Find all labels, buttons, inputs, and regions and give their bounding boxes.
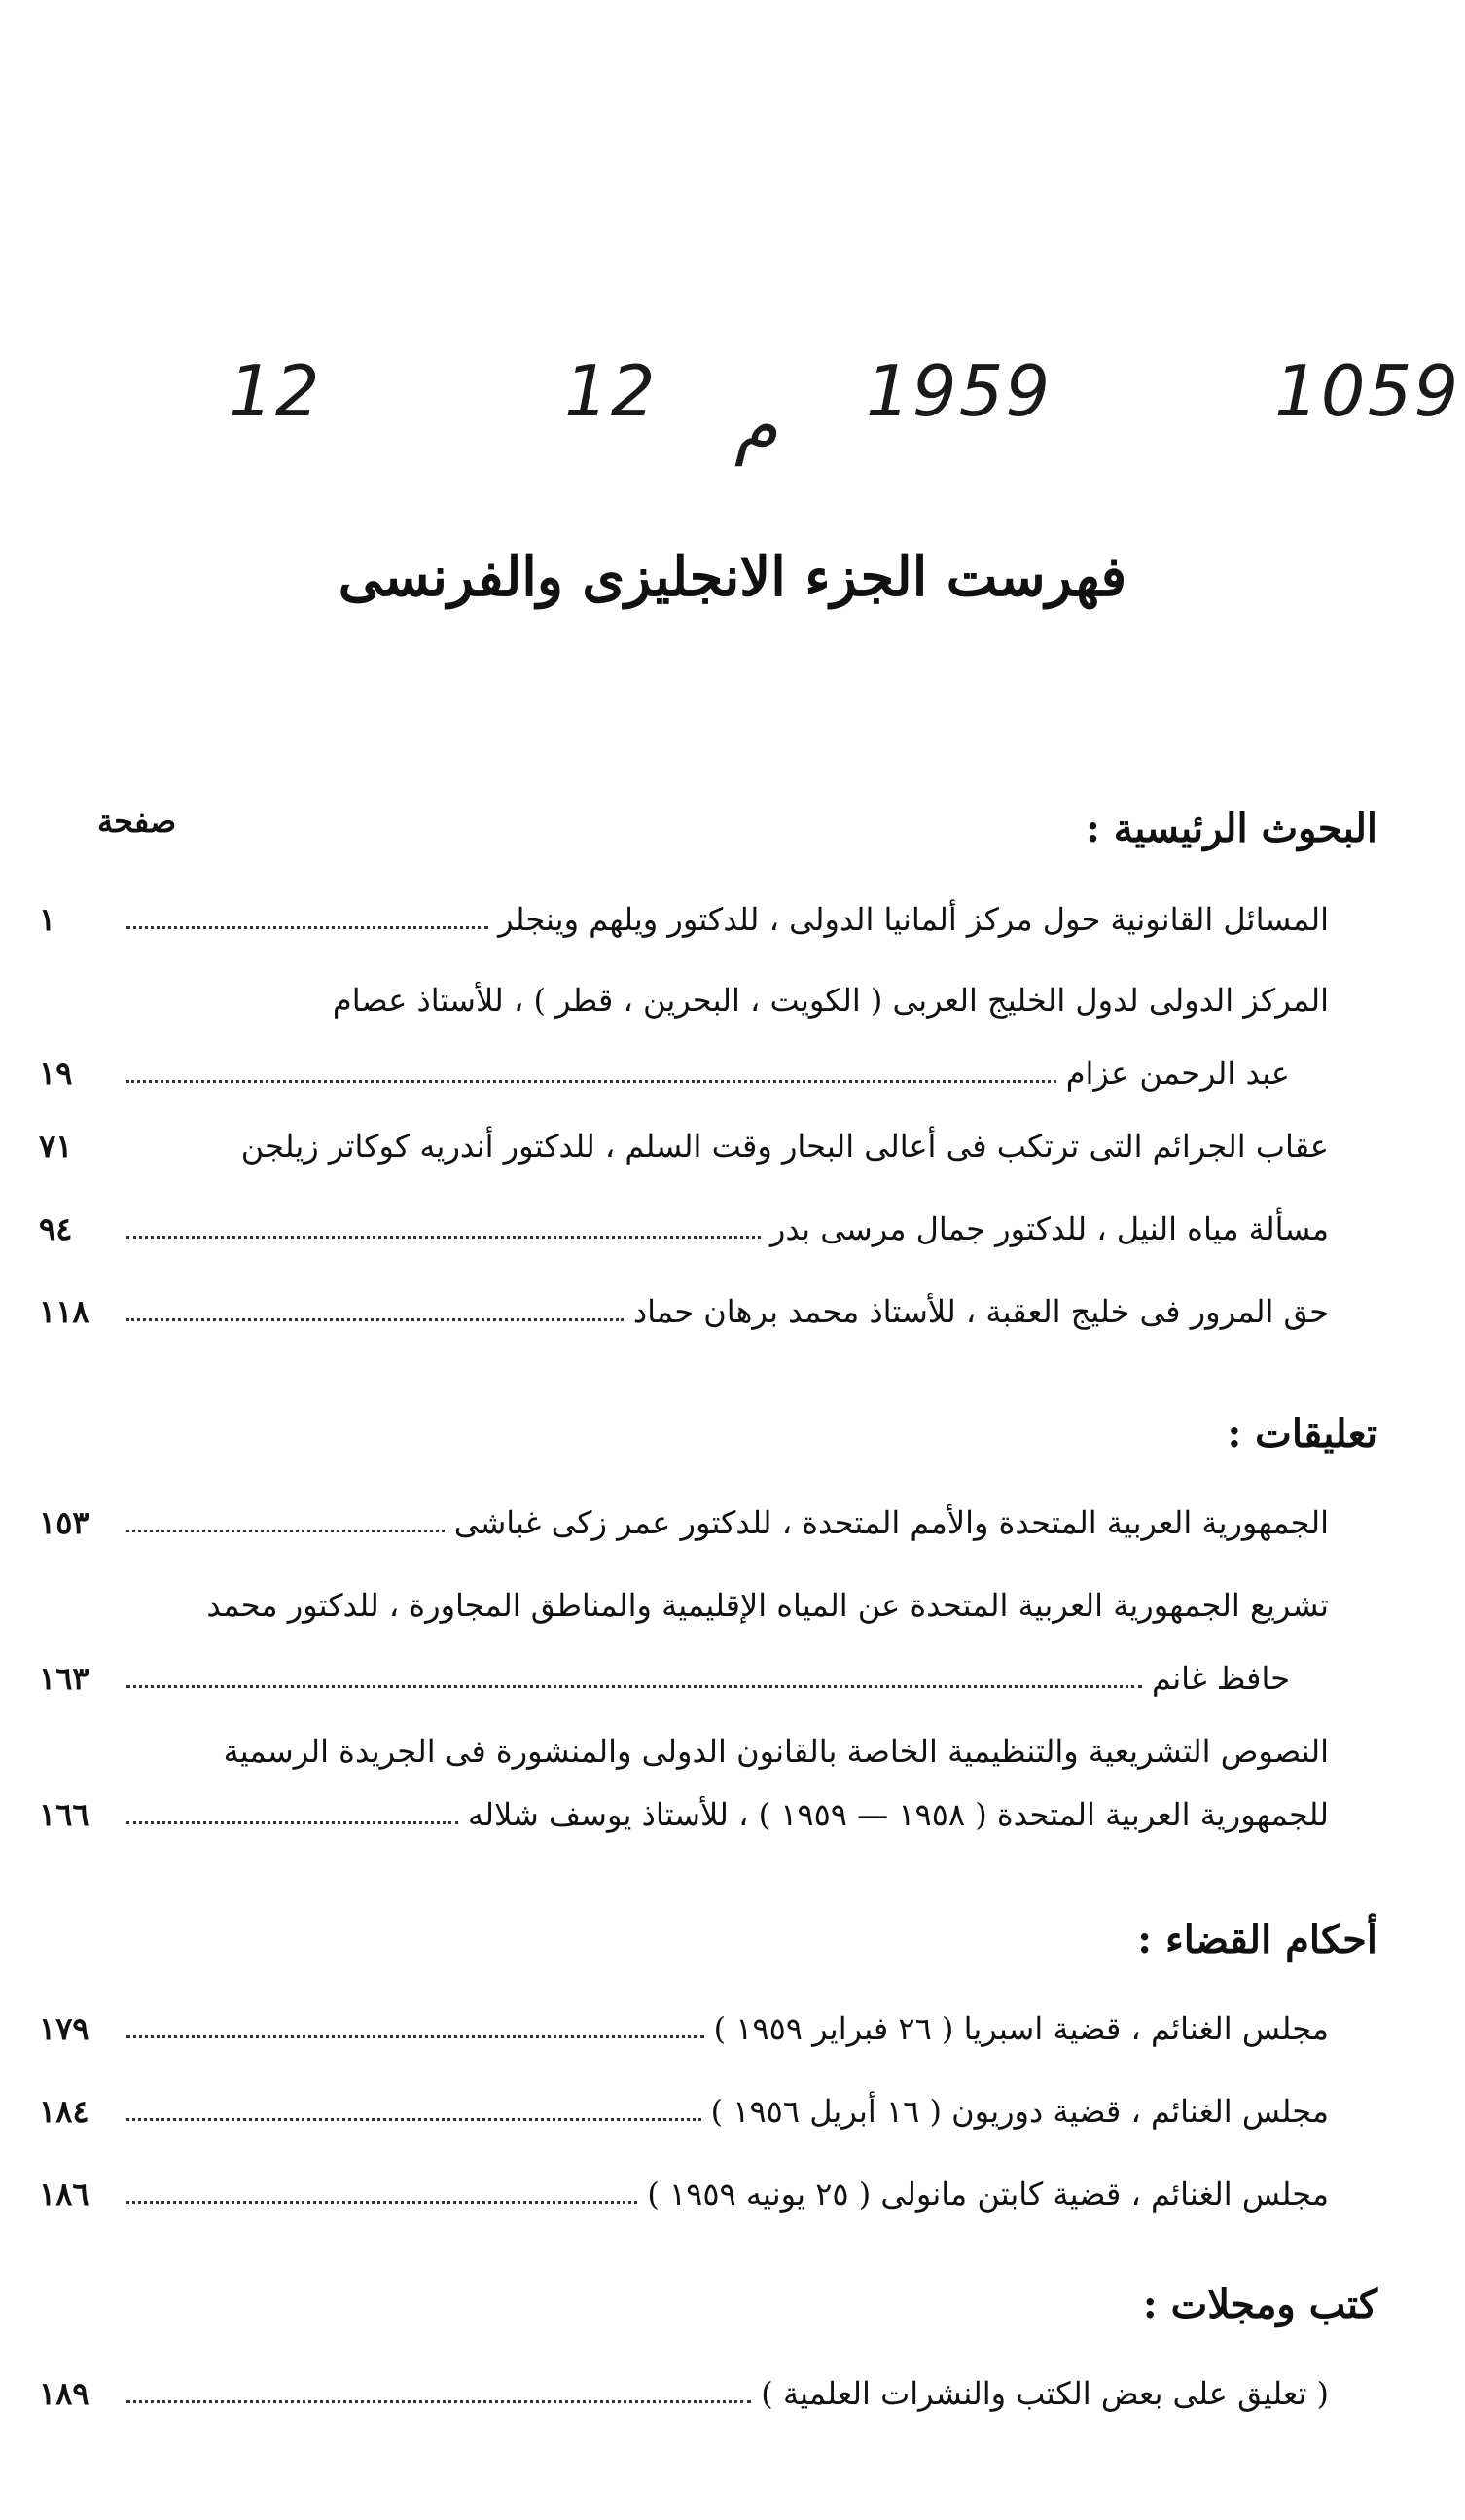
handwritten-mark-mid: م: [734, 384, 778, 466]
dot-leader: [126, 2201, 637, 2204]
toc-entry: [39, 1127, 1329, 1166]
entry-page: ٧١: [39, 1128, 73, 1165]
entry-page: ١٦٣: [39, 1660, 89, 1697]
entry-title-line2: حافظ غانم: [1151, 1660, 1290, 1697]
entry-title: عقاب الجرائم التى ترتكب فى أعالى البحار وقت السلم ، للدكتور أندريه كوكاتر زيلجن: [240, 1128, 1329, 1165]
entry-page: ٩٤: [39, 1210, 73, 1247]
entry-title-line1: النصوص التشريعية والتنظيمية الخاصة بالقانون الدولى والمنشورة فى الجريدة الرسمية: [223, 1733, 1329, 1770]
entry-title: مجلس الغنائم ، قضية كابتن مانولى ( ٢٥ يونيه ١٩٥٩ ): [647, 2176, 1329, 2213]
entry-page: ١٥٣: [39, 1504, 89, 1541]
dot-leader: [126, 1236, 761, 1239]
entry-title: حق المرور فى خليج العقبة ، للأستاذ محمد برهان حماد: [632, 1293, 1329, 1330]
page-column-label: صفحة: [97, 803, 177, 840]
dot-leader: [126, 2035, 704, 2038]
entry-title-line1: المركز الدولى لدول الخليج العربى ( الكويت ، البحرين ، قطر ) ، للأستاذ عصام: [332, 982, 1329, 1019]
entry-page: ١٨٤: [39, 2093, 89, 2130]
dot-leader: [126, 926, 488, 929]
handwritten-mark-left: 12: [229, 350, 322, 432]
dot-leader: [126, 1318, 624, 1321]
entry-page: ١٦٦: [39, 1796, 89, 1833]
handwritten-number: 1059: [1274, 350, 1461, 432]
entry-title: المسائل القانونية حول مركز ألمانيا الدولى ، للدكتور ويلهم وينجلر: [498, 901, 1329, 938]
section-heading-main-research: البحوث الرئيسية :: [1086, 806, 1377, 851]
dot-leader: [126, 2400, 751, 2403]
toc-entry: [39, 1503, 1329, 1542]
section-heading-rulings: أحكام القضاء :: [1137, 1917, 1377, 1962]
toc-entry: [39, 1054, 1290, 1093]
toc-entry: [39, 2092, 1329, 2131]
toc-entry: [39, 900, 1329, 939]
entry-page: ١٨٩: [39, 2375, 89, 2412]
entry-title-line2: عبد الرحمن عزام: [1065, 1055, 1290, 1092]
handwritten-year: 1959: [866, 350, 1053, 432]
dot-leader: [126, 1080, 1056, 1083]
entry-page: ١٩: [39, 1055, 73, 1092]
entry-title: مجلس الغنائم ، قضية اسبريا ( ٢٦ فبراير ١٩٥٩ ): [713, 2010, 1329, 2047]
entry-title: ( تعليق على بعض الكتب والنشرات العلمية ): [761, 2375, 1329, 2412]
entry-title: مجلس الغنائم ، قضية دوريون ( ١٦ أبريل ١٩٥٦ ): [710, 2093, 1329, 2130]
dot-leader: [126, 1685, 1142, 1688]
section-heading-comments: تعليقات :: [1227, 1411, 1377, 1457]
entry-page: ١٧٩: [39, 2010, 89, 2047]
page-title: فهرست الجزء الانجليزى والفرنسى: [338, 545, 1127, 609]
entry-page: ١٨٦: [39, 2176, 89, 2213]
toc-entry: [39, 2374, 1329, 2413]
entry-title: مسألة مياه النيل ، للدكتور جمال مرسى بدر: [769, 1210, 1329, 1247]
toc-entry: [39, 2009, 1329, 2048]
toc-entry: [39, 2175, 1329, 2214]
section-heading-books: كتب ومجلات :: [1142, 2282, 1377, 2327]
dot-leader: [126, 1530, 445, 1532]
entry-title-line1: تشريع الجمهورية العربية المتحدة عن المياه الإقليمية والمناطق المجاورة ، للدكتور محمد: [206, 1587, 1329, 1624]
toc-entry: [39, 1659, 1290, 1698]
toc-entry: [39, 1209, 1329, 1248]
entry-title-line2: للجمهورية العربية المتحدة ( ١٩٥٨ — ١٩٥٩ ) ، للأستاذ يوسف شلاله: [468, 1796, 1329, 1833]
toc-entry: [39, 1292, 1329, 1331]
dot-leader: [126, 2118, 701, 2121]
handwritten-mark-second: 12: [564, 350, 658, 432]
entry-page: ١١٨: [39, 1293, 89, 1330]
toc-entry: [39, 1795, 1329, 1834]
entry-page: ١: [39, 901, 56, 938]
dot-leader: [126, 1821, 458, 1824]
entry-title: الجمهورية العربية المتحدة والأمم المتحدة ، للدكتور عمر زكى غباشى: [453, 1504, 1329, 1541]
